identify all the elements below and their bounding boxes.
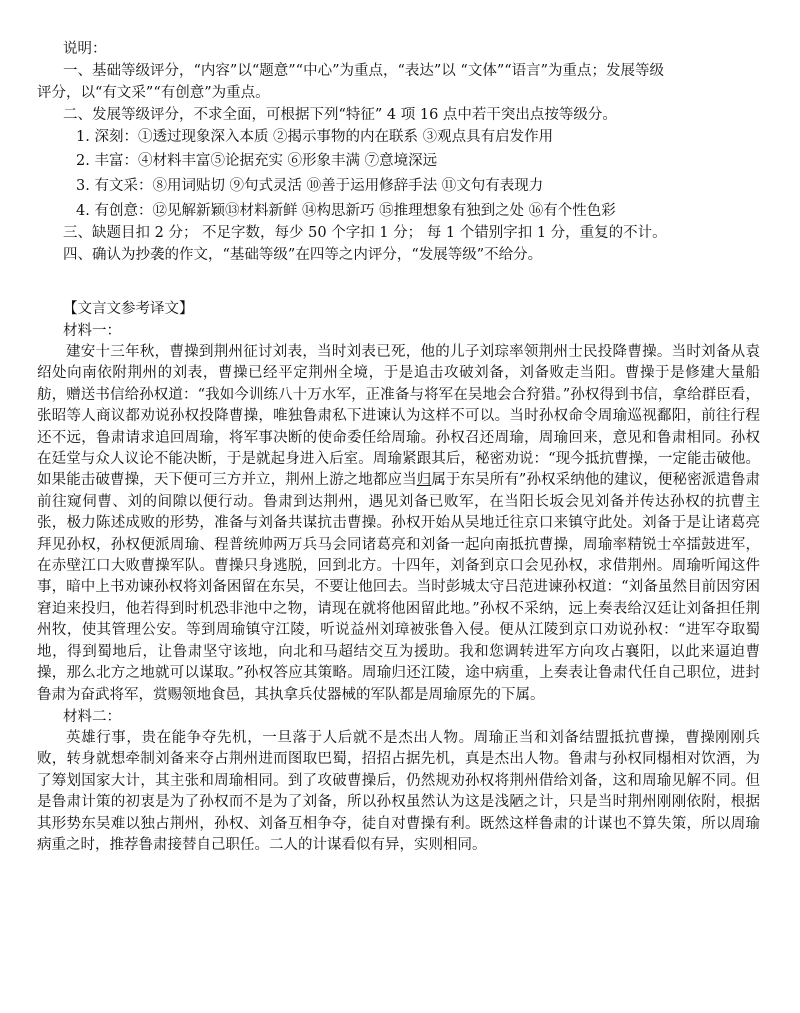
reference-translation (37, 298, 760, 856)
notes-item-4: 四、确认为抄袭的作文，“基础等级”在四等之内评分，“发展等级”不给分。 (63, 247, 543, 263)
notes-item-3: 三、缺题目扣 2 分； 不足字数，每少 50 个字扣 1 分； 每 1 个错别字扣 1 分，重复的不计。 (63, 225, 667, 241)
feature-literary: 3. 有文采：⑧用词贴切 ⑨句式灵活 ⑩善于运用修辞手法 ⑪文句有表现力 (76, 178, 544, 194)
translation-heading: 【文言文参考译文】 (63, 301, 194, 317)
section-gap (37, 266, 760, 298)
feature-rich: 2. 丰富：④材料丰富⑤论据充实 ⑥形象丰满 ⑦意境深远 (76, 153, 438, 169)
notes-item-1-line-1: 一、基础等级评分，“内容”以“题意”“中心”为重点，“表达”以 “文体”“语言”为重点；发展等级 (63, 63, 665, 79)
material-1-text-part-1: 建安十三年秋，曹操到荆州征讨刘表，当时刘表已死，他的儿子刘琮率领荆州士民投降曹操。当时刘备从袁绍处向南依附荆州的刘表，曹操已经平定荆州全境，于是追击攻破刘备，刘备败走当阳。曹操于是修建大量船舫，赠送书信给孙权道：“我如今训练八十万水军，正准备与将军在吴地会合狩猎。”孙权得到书信，拿给群臣看，张昭等人商议都劝说孙权投降曹操，唯独鲁肃私下进谏认为这样不可以。当时孙权命令周瑜巡视鄱阳，前往行程还不远，鲁肃请求追回周瑜，将军事决断的使命委任给周瑜。孙权召还周瑜，周瑜回来，意见和鲁肃相同。孙权在廷堂与众人议论不能决断，于是就起身进入后室。周瑜紧跟其后，秘密劝说：“现今抵抗曹操，一定能击破他。如果能击破曹操，天下便可三方并立，荆州上游之地都应当 (37, 344, 760, 489)
notes-item-1-line-2: 评分，以“有文采”“有创意”为重点。 (37, 85, 270, 101)
notes-title: 说明： (63, 41, 107, 57)
material-2-label: 材料二： (63, 708, 121, 725)
material-1-text (37, 342, 760, 706)
feature-deep: 1. 深刻：①透过现象深入本质 ②揭示事物的内在联系 ③观点具有启发作用 (76, 129, 554, 145)
underlined-word: 归 (416, 472, 432, 489)
scoring-notes (37, 38, 760, 266)
notes-item-2: 二、发展等级评分，不求全面，可根据下列“特征” 4 项 16 点中若干突出点按等级分。 (63, 107, 617, 123)
feature-creative: 4. 有创意：⑫见解新颖⑬材料新鲜 ⑭构思新巧 ⑮推理想象有独到之处 ⑯有个性色彩 (76, 203, 616, 219)
material-2-text: 英雄行事，贵在能争夺先机，一旦落于人后就不是杰出人物。周瑜正当和刘备结盟抵抗曹操，曹操刚刚兵败，转身就想牵制刘备来夺占荆州进而图取巴蜀，招招占据先机，真是杰出人物。鲁肃与孙权同榻相对饮酒，为了筹划国家大计，其主张和周瑜相同。到了攻破曹操后，仍然规劝孙权将荆州借给刘备，这和周瑜见解不同。但是鲁肃计策的初衷是为了孙权而不是为了刘备，所以孙权虽然认为这是浅陋之计，只是当时荆州刚刚依附，根据其形势东吴难以独占荆州，孙权、刘备互相争夺，徒自对曹操有利。既然这样鲁肃的计谋也不算失策，所以周瑜病重之时，推荐鲁肃接替自己职任。二人的计谋看似有异，实则相同。 (37, 729, 760, 853)
material-1-label: 材料一： (63, 323, 121, 339)
material-1-text-part-2: 属于东吴所有”孙权采纳他的建议，便秘密派遣鲁肃前往窥伺曹、刘的间隙以便行动。鲁肃到达荆州，遇见刘备已败军，在当阳长坂会见刘备并传达孙权的抗曹主张，极力陈述成败的形势，准备与刘备共谋抗击曹操。孙权开始从吴地迁往京口来镇守此处。刘备于是让诸葛亮拜见孙权，孙权便派周瑜、程普统帅两万兵马会同诸葛亮和刘备一起向南抵抗曹操，周瑜率精锐士卒擂鼓进军，在赤壁江口大败曹操军队。曹操只身逃脱，回到北方。十四年，刘备到京口会见孙权，求借荆州。周瑜听闻这件事，暗中上书劝谏孙权将刘备困留在东吴，不要让他回去。当时彭城太守吕范进谏孙权道：“刘备虽然目前因穷困窘迫来投归，他若得到时机恐非池中之物，请现在就将他困留此地。”孙权不采纳，远上奏表给汉廷让刘备担任荆州牧，使其管理公安。等到周瑜镇守江陵，听说益州刘璋被张鲁入侵。便从江陵到京口劝说孙权：“进军夺取蜀地，得到蜀地后，让鲁肃坚守该地，向北和马超结交互为援助。我和您调转进军方向攻占襄阳，以此来逼迫曹操，那么北方之地就可以谋取。”孙权答应其策略。周瑜归还江陵，途中病重，上奏表让鲁肃代任自己职位，进封鲁肃为奋武将军，赏赐领地食邑，其执拿兵仗器械的军队都是周瑜原先的下属。 (37, 472, 761, 703)
